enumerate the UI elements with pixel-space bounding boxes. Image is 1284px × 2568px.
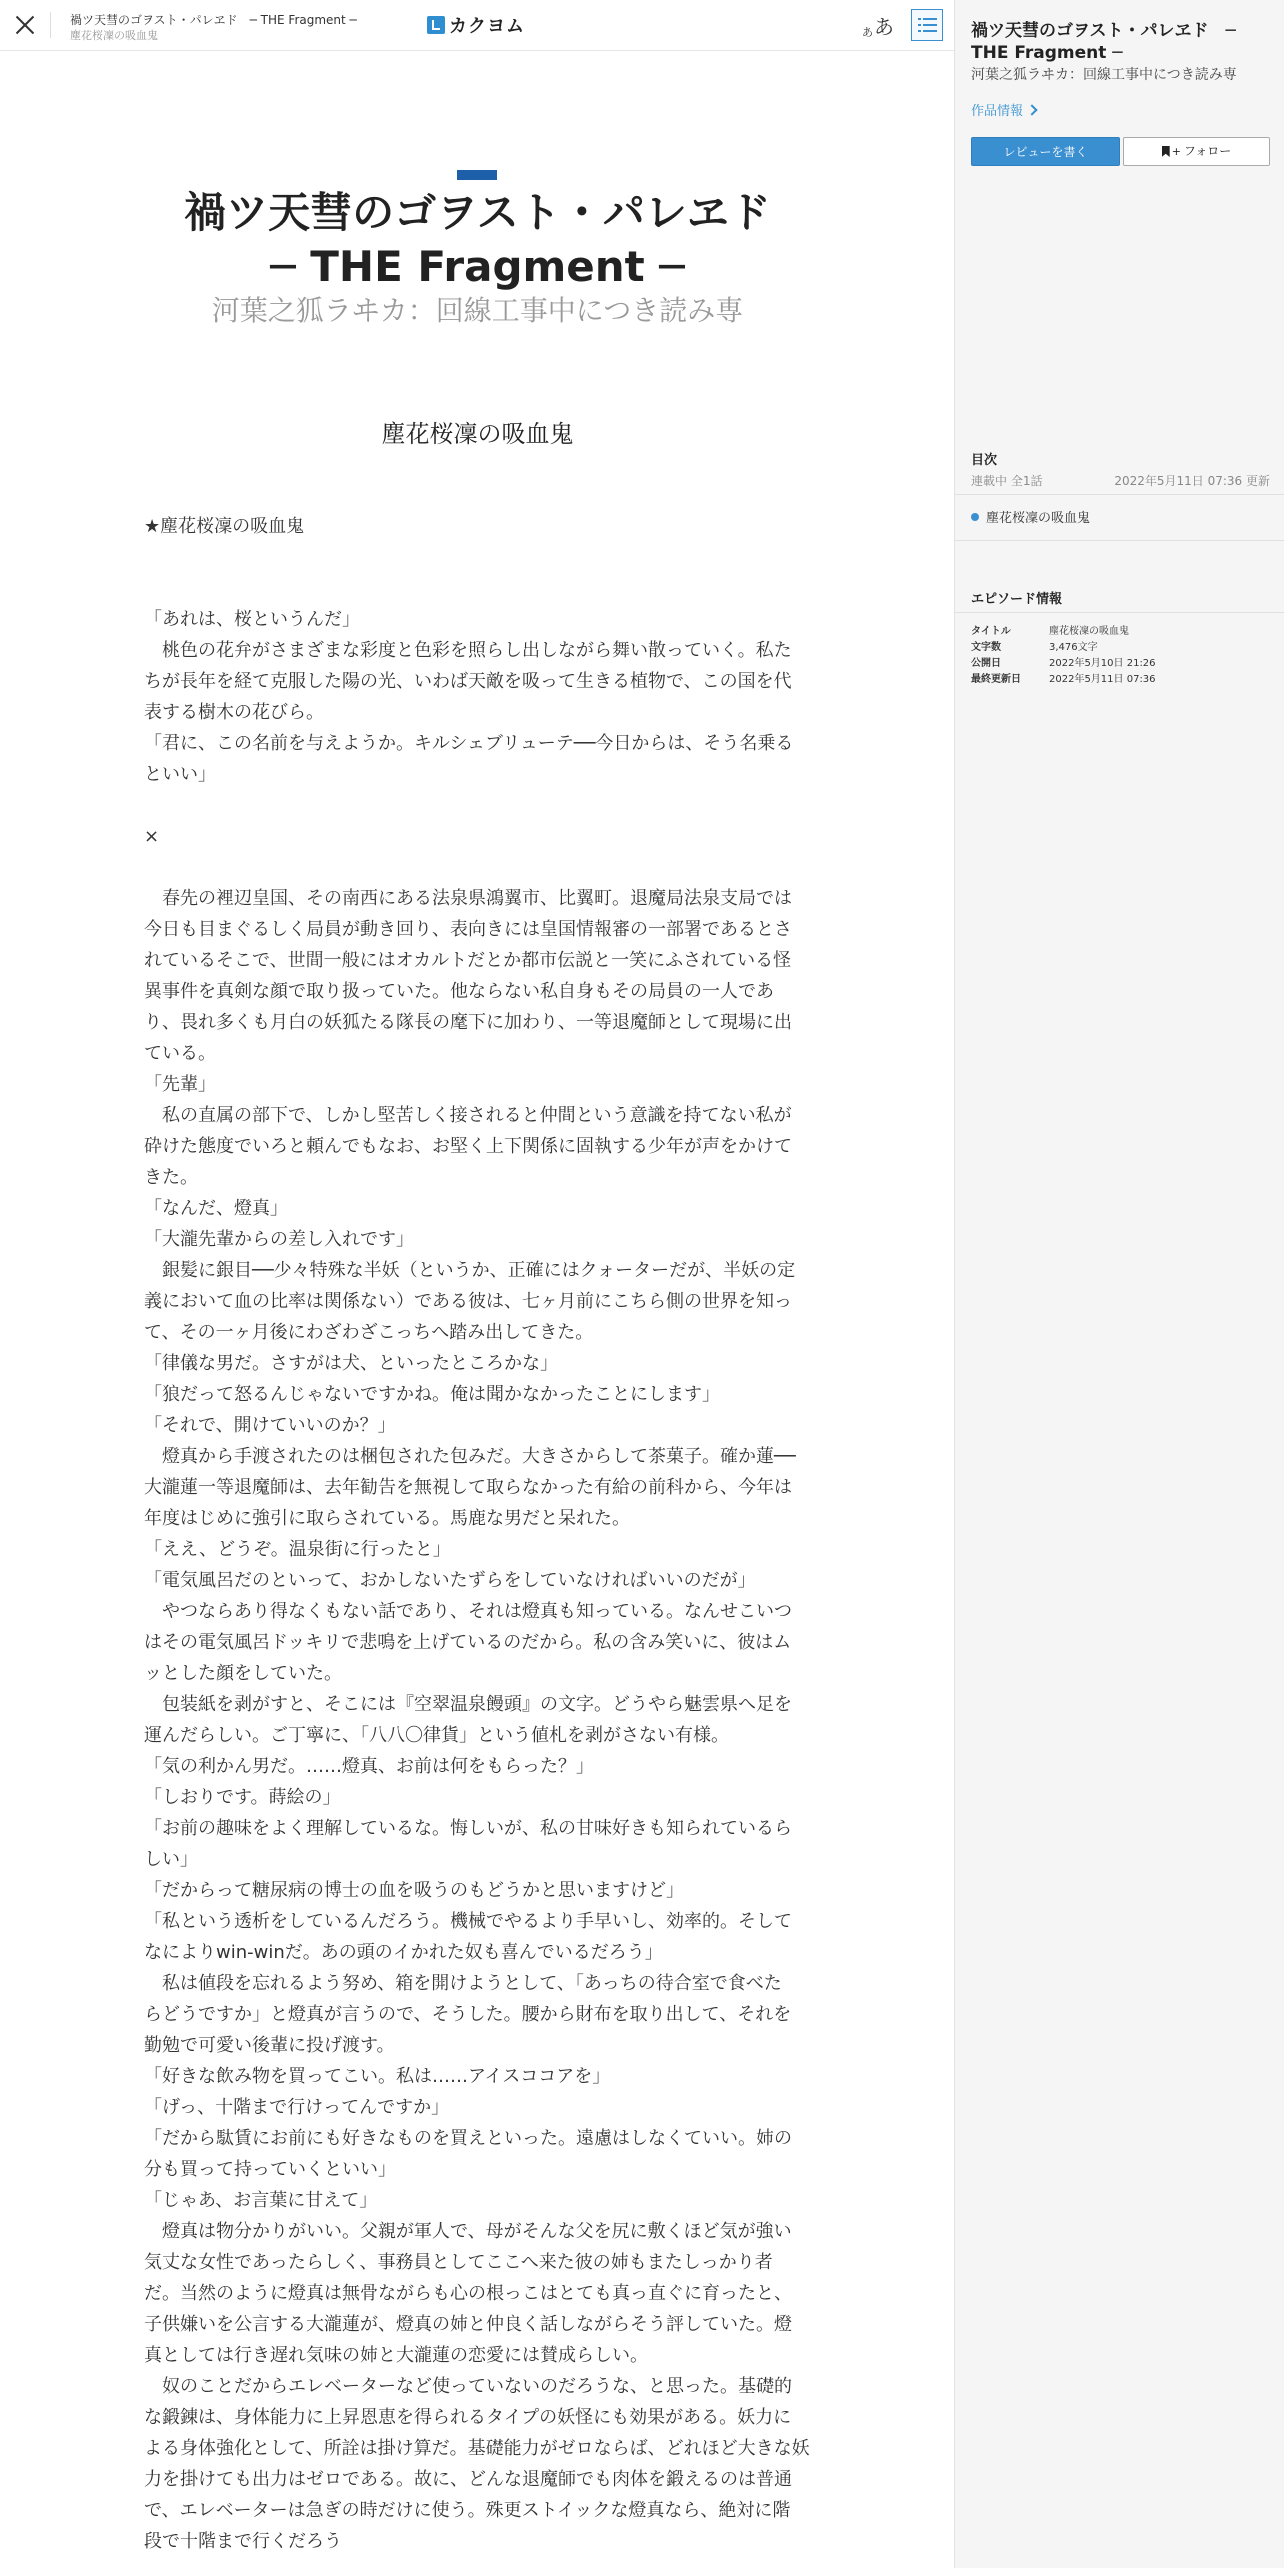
bookmark-icon [1162,146,1170,157]
title-accent-bar [457,170,497,180]
body-line: 「電気風呂だのといって、おかしないたずらをしていなければいいのだが」 [144,1570,756,1591]
body-line: 子供嫌いを公言する大瀧蓮が、燈真の姉と仲良く話しながらそう評していた。燈 [144,2314,792,2335]
episode-title: 塵花桜凜の吸血鬼 [381,420,574,448]
body-line: 「なんだ、燈真」 [144,1198,288,1219]
panel-work-title[interactable]: 禍ツ天彗のゴヲスト・パレヱド ─ THE Fragment ─ [971,21,1236,63]
body-line: 「だからって糖尿病の博士の血を吸うのもどうかと思いますけど」 [144,1880,684,1901]
body-line: 銀髪に銀目──少々特殊な半妖（というか、正確にはクォーターだが、半妖の定 [144,1260,796,1281]
body-line: 異事件を真剣な顔で取り扱っていた。他ならない私自身もその局員の一人であ [144,981,774,1002]
info-key: 文字数 [971,642,1001,653]
review-button[interactable]: レビューを書く [971,137,1120,166]
work-info-link[interactable] [971,100,1036,119]
body-line: 桃色の花弁がさまざまな彩度と色彩を照らし出しながら舞い散っていく。私た [144,640,792,661]
body-line [144,542,800,573]
body-line: 「だから駄賃にお前にも好きなものを買えといった。遠慮はしなくていい。姉の [144,2128,792,2149]
body-line: 「私という透析をしているんだろう。機械でやるより手早いし、効率的。そして [144,1911,792,1932]
body-line: 砕けた態度でいろと頼んでもなお、お堅く上下関係に固執する少年が声をかけて [144,1136,792,1157]
font-size-icon-large: あ [874,15,894,39]
header-episode-title: 塵花桜凜の吸血鬼 [70,29,158,42]
body-line: 「先輩」 [144,1074,216,1095]
work-title [80,186,875,294]
body-line: 「しおりです。蒔絵の」 [144,1787,341,1808]
body-line: て、その一ヶ月後にわざわざこっちへ踏み出してきた。 [144,1322,594,1343]
toc-list-icon[interactable] [911,9,943,41]
info-row [971,656,1271,672]
close-icon[interactable] [12,12,38,38]
body-line: 「好きな飲み物を買ってこい。私は……アイスココアを」 [144,2066,611,2087]
body-line: 「気の利かん男だ。……燈真、お前は何をもらった？」 [144,1756,594,1777]
body-line: 力を掛けても出力はゼロである。故に、どんな退魔師でも肉体を鍛えるのは普通 [144,2469,792,2490]
author-name[interactable]: 河葉之狐ラヰカ：回線工事中につき読み専 [211,294,744,327]
body-line: ッとした顔をしていた。 [144,1663,342,1684]
body-line: ちが長年を経て克服した陽の光、いわば天敵を吸って生きる植物で、この国を代 [144,671,792,692]
episode-info-table [971,624,1271,688]
work-info-label: 作品情報 [971,104,1024,119]
info-value: 塵花桜凜の吸血鬼 [1049,626,1129,637]
body-line: 「大瀧先輩からの差し入れです」 [144,1229,414,1250]
info-row [971,624,1271,640]
body-line: ている。 [144,1043,216,1064]
info-key: 公開日 [971,658,1001,669]
body-line: り、畏れ多くも月白の妖狐たる隊長の麾下に加わり、一等退魔師として現場に出 [144,1012,792,1033]
current-episode-dot-icon [971,513,979,521]
logo-text: カクヨム [449,16,525,37]
reading-area [0,51,954,2568]
info-key: 最終更新日 [971,674,1021,685]
body-line: 年度はじめに強引に取らされている。馬鹿な男だと呆れた。 [144,1508,630,1529]
body-line: 運んだらしい。ご丁寧に、「八八〇律貨」という値札を剥がさない有様。 [144,1725,729,1746]
episode-body [144,511,810,2557]
body-line: 私の直属の部下で、しかし堅苦しく接されると仲間という意識を持てない私が [144,1105,792,1126]
toc-updated: 2022年5月11日 07:36 更新 [1114,474,1270,488]
divider [955,494,1284,495]
follow-button[interactable] [1123,137,1270,166]
info-row [971,672,1271,688]
body-line: 燈真から手渡されたのは梱包された包みだ。大きさからして茶菓子。確か蓮── [144,1446,796,1467]
follow-label: フォロー [1183,144,1232,158]
body-line: 私は値段を忘れるよう努め、箱を開けようとして、「あっちの待合室で食べた [144,1973,782,1994]
body-line: きた。 [144,1167,198,1188]
divider [955,612,1284,613]
body-line: 大瀧蓮一等退魔師は、去年勧告を無視して取らなかった有給の前科から、今年は [144,1477,792,1498]
body-line: 「あれは、桜というんだ」 [144,609,360,630]
chevron-right-icon [1026,104,1037,115]
follow-plus: + [1171,145,1181,158]
side-panel [954,0,1284,2568]
info-row [971,640,1271,656]
body-line: だ。当然のように燈真は無骨ながらも心の根っこはとても真っ直ぐに育ったと、 [144,2283,792,2304]
body-line: 「じゃあ、お言葉に甘えて」 [144,2190,378,2211]
body-line: な鍛錬は、身体能力に上昇恩恵を得られるタイプの妖怪にも効果がある。妖力に [144,2407,792,2428]
body-line: 「お前の趣味をよく理解しているな。悔しいが、私の甘味好きも知られているら [144,1818,792,1839]
body-line: × [144,826,160,847]
body-line: 「ええ、どうぞ。温泉街に行ったと」 [144,1539,451,1560]
body-line: らどうですか」と燈真が言うので、そうした。腰から財布を取り出して、それを [144,2004,792,2025]
body-line: 気丈な女性であったらしく、事務員としてここへ来た彼の姉もまたしっかり者 [144,2252,773,2273]
body-line: 今日も目まぐるしく局員が動き回り、表向きには皇国情報審の一部署であるとさ [144,919,792,940]
body-line: 勤勉で可愛い後輩に投げ渡す。 [144,2035,395,2056]
body-line: はその電気風呂ドッキリで悲鳴を上げているのだから。私の含み笑いに、彼はム [144,1632,792,1653]
toc-heading: 目次 [971,453,998,468]
body-line: 表する樹木の花びら。 [144,702,324,723]
info-value: 3,476文字 [1049,642,1098,653]
body-line: 春先の裡辺皇国、その南西にある法泉県鴻翼市、比翼町。退魔局法泉支局では [144,888,792,909]
body-line: 「それで、開けていいのか？」 [144,1415,396,1436]
panel-author[interactable]: 河葉之狐ラヰカ：回線工事中につき読み専 [971,67,1237,83]
body-line: 「君に、この名前を与えようか。キルシェブリューテ──今日からは、そう名乗る [144,733,794,754]
font-size-icon: あ [862,26,873,39]
info-key: タイトル [971,626,1011,637]
body-line [144,790,800,821]
body-line: れているそこで、世間一般にはオカルトだとか都市伝説と一笑にふされている怪 [144,950,792,971]
body-line: 分も買って持っていくといい」 [144,2159,396,2180]
episode-info-heading: エピソード情報 [971,592,1063,607]
body-line: 「狼だって怒るんじゃないですかね。俺は聞かなかったことにします」 [144,1384,720,1405]
body-line: で、エレベーターは急ぎの時だけに使う。殊更ストイックな燈真なら、絶対に階 [144,2500,791,2521]
header-work-title[interactable]: 禍ツ天彗のゴヲスト・パレヱド ─ THE Fragment ─ [70,13,357,27]
top-bar [0,0,954,51]
kakuyomu-logo[interactable] [427,14,525,36]
body-line: 燈真は物分かりがいい。父親が軍人で、母がそんな父を尻に敷くほど気が強い [144,2221,792,2242]
body-line: 「律儀な男だ。さすがは犬、といったところかな」 [144,1353,558,1374]
body-line: 奴のことだからエレベーターなど使っていないのだろうな、と思った。基礎的 [144,2376,792,2397]
toc-item-label: 塵花桜凜の吸血鬼 [986,511,1091,526]
divider [955,540,1284,541]
work-title-line1: 禍ツ天彗のゴヲスト・パレヱド [184,188,771,237]
font-size-button[interactable] [862,10,894,40]
body-line: 段で十階まで行くだろう [144,2531,342,2552]
toc-item[interactable] [971,507,1090,526]
divider [50,12,51,38]
body-line: よる身体強化として、所詮は掛け算だ。基礎能力がゼロならば、どれほど大きな妖 [144,2438,810,2459]
body-line: なによりwin-winだ。あの頭のイかれた奴も喜んでいるだろう」 [144,1942,663,1963]
body-line: といい」 [144,764,216,785]
info-value: 2022年5月11日 07:36 [1049,674,1156,685]
body-line: しい」 [144,1849,198,1870]
body-line: ★塵花桜凜の吸血鬼 [144,516,305,537]
body-line [144,852,800,883]
work-title-line2: ─ THE Fragment ─ [270,242,685,291]
body-line [144,573,800,604]
body-line: 「げっ、十階まで行けってんですか」 [144,2097,450,2118]
info-value: 2022年5月10日 21:26 [1049,658,1156,669]
toc-status: 連載中 全1話 [971,474,1043,488]
body-line: 包装紙を剥がすと、そこには『空翠温泉饅頭』の文字。どうやら魅雲県へ足を [144,1694,792,1715]
body-line: やつならあり得なくもない話であり、それは燈真も知っている。なんせこいつ [144,1601,792,1622]
body-line: 義において血の比率は関係ない）である彼は、七ヶ月前にこちら側の世界を知っ [144,1291,792,1312]
kakuyomu-logo-icon [427,16,445,34]
body-line: 真としては行き遅れ気味の姉と大瀧蓮の恋愛には賛成らしい。 [144,2345,648,2366]
